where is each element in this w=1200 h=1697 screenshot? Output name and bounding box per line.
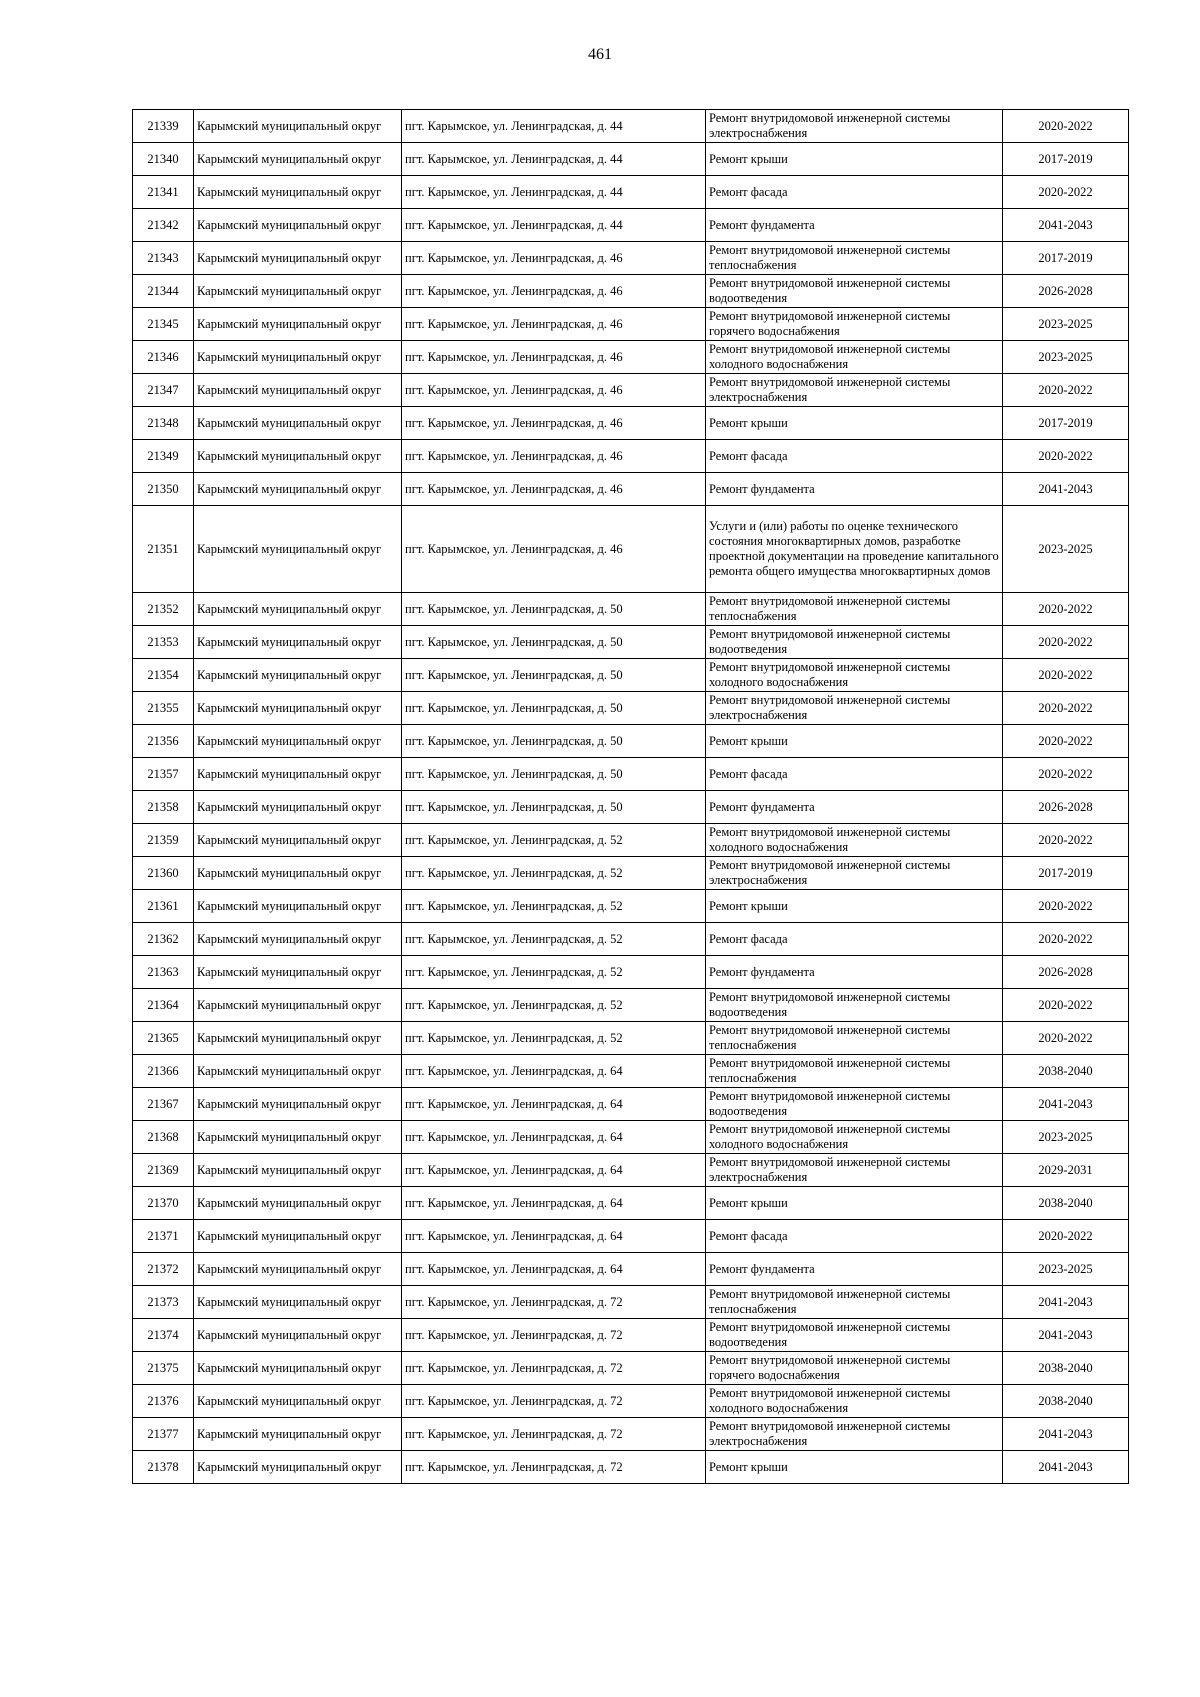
work-type-cell: Ремонт внутридомовой инженерной системы электроснабжения: [706, 1154, 1003, 1187]
period-cell: 2020-2022: [1003, 989, 1129, 1022]
table-row: [133, 956, 1129, 989]
work-type-cell: Ремонт внутридомовой инженерной системы горячего водоснабжения: [706, 1352, 1003, 1385]
address-cell: пгт. Карымское, ул. Ленинградская, д. 46: [402, 506, 706, 593]
work-type-cell: Ремонт внутридомовой инженерной системы горячего водоснабжения: [706, 308, 1003, 341]
period-cell: 2020-2022: [1003, 923, 1129, 956]
address-cell: пгт. Карымское, ул. Ленинградская, д. 50: [402, 659, 706, 692]
district-cell: Карымский муниципальный округ: [194, 824, 402, 857]
district-cell: Карымский муниципальный округ: [194, 758, 402, 791]
period-cell: 2038-2040: [1003, 1385, 1129, 1418]
period-cell: 2020-2022: [1003, 176, 1129, 209]
district-cell: Карымский муниципальный округ: [194, 593, 402, 626]
period-cell: 2023-2025: [1003, 341, 1129, 374]
period-cell: 2041-2043: [1003, 1319, 1129, 1352]
repair-schedule-table: [132, 109, 1129, 1484]
work-type-cell: Ремонт внутридомовой инженерной системы водоотведения: [706, 1088, 1003, 1121]
row-number: 21355: [133, 692, 194, 725]
table-row: [133, 341, 1129, 374]
row-number: 21347: [133, 374, 194, 407]
address-cell: пгт. Карымское, ул. Ленинградская, д. 64: [402, 1088, 706, 1121]
row-number: 21346: [133, 341, 194, 374]
address-cell: пгт. Карымское, ул. Ленинградская, д. 46: [402, 242, 706, 275]
period-cell: 2023-2025: [1003, 506, 1129, 593]
row-number: 21363: [133, 956, 194, 989]
table-row: [133, 473, 1129, 506]
table-row: [133, 374, 1129, 407]
work-type-cell: Ремонт внутридомовой инженерной системы электроснабжения: [706, 374, 1003, 407]
row-number: 21376: [133, 1385, 194, 1418]
district-cell: Карымский муниципальный округ: [194, 1451, 402, 1484]
row-number: 21370: [133, 1187, 194, 1220]
row-number: 21369: [133, 1154, 194, 1187]
table-row: [133, 890, 1129, 923]
district-cell: Карымский муниципальный округ: [194, 791, 402, 824]
period-cell: 2041-2043: [1003, 209, 1129, 242]
work-type-cell: Ремонт внутридомовой инженерной системы электроснабжения: [706, 692, 1003, 725]
table-row: [133, 989, 1129, 1022]
period-cell: 2026-2028: [1003, 956, 1129, 989]
district-cell: Карымский муниципальный округ: [194, 473, 402, 506]
table-row: [133, 308, 1129, 341]
district-cell: Карымский муниципальный округ: [194, 1352, 402, 1385]
row-number: 21373: [133, 1286, 194, 1319]
period-cell: 2020-2022: [1003, 890, 1129, 923]
work-type-cell: Ремонт внутридомовой инженерной системы холодного водоснабжения: [706, 824, 1003, 857]
address-cell: пгт. Карымское, ул. Ленинградская, д. 50: [402, 593, 706, 626]
work-type-cell: Ремонт внутридомовой инженерной системы холодного водоснабжения: [706, 1121, 1003, 1154]
period-cell: 2020-2022: [1003, 1022, 1129, 1055]
address-cell: пгт. Карымское, ул. Ленинградская, д. 52: [402, 923, 706, 956]
address-cell: пгт. Карымское, ул. Ленинградская, д. 72: [402, 1385, 706, 1418]
district-cell: Карымский муниципальный округ: [194, 143, 402, 176]
address-cell: пгт. Карымское, ул. Ленинградская, д. 64: [402, 1253, 706, 1286]
row-number: 21367: [133, 1088, 194, 1121]
period-cell: 2020-2022: [1003, 659, 1129, 692]
work-type-cell: Ремонт внутридомовой инженерной системы водоотведения: [706, 275, 1003, 308]
work-type-cell: Ремонт внутридомовой инженерной системы электроснабжения: [706, 1418, 1003, 1451]
district-cell: Карымский муниципальный округ: [194, 989, 402, 1022]
row-number: 21360: [133, 857, 194, 890]
work-type-cell: Ремонт внутридомовой инженерной системы теплоснабжения: [706, 1022, 1003, 1055]
address-cell: пгт. Карымское, ул. Ленинградская, д. 64: [402, 1220, 706, 1253]
work-type-cell: Услуги и (или) работы по оценке технического состояния многоквартирных домов, разработке проектной документации на проведение капитального ремонта общего имущества многоквартирных домов: [706, 506, 1003, 593]
row-number: 21365: [133, 1022, 194, 1055]
table-row: [133, 1319, 1129, 1352]
work-type-cell: Ремонт фасада: [706, 176, 1003, 209]
row-number: 21374: [133, 1319, 194, 1352]
district-cell: Карымский муниципальный округ: [194, 176, 402, 209]
work-type-cell: Ремонт крыши: [706, 407, 1003, 440]
work-type-cell: Ремонт фундамента: [706, 473, 1003, 506]
work-type-cell: Ремонт крыши: [706, 143, 1003, 176]
district-cell: Карымский муниципальный округ: [194, 857, 402, 890]
table-row: [133, 725, 1129, 758]
table-row: [133, 407, 1129, 440]
row-number: 21356: [133, 725, 194, 758]
district-cell: Карымский муниципальный округ: [194, 1286, 402, 1319]
address-cell: пгт. Карымское, ул. Ленинградская, д. 46: [402, 275, 706, 308]
work-type-cell: Ремонт внутридомовой инженерной системы водоотведения: [706, 1319, 1003, 1352]
address-cell: пгт. Карымское, ул. Ленинградская, д. 50: [402, 626, 706, 659]
table-row: [133, 1154, 1129, 1187]
period-cell: 2020-2022: [1003, 725, 1129, 758]
period-cell: 2017-2019: [1003, 407, 1129, 440]
work-type-cell: Ремонт внутридомовой инженерной системы холодного водоснабжения: [706, 659, 1003, 692]
table-row: [133, 1220, 1129, 1253]
table-row: [133, 506, 1129, 593]
district-cell: Карымский муниципальный округ: [194, 275, 402, 308]
table-row: [133, 758, 1129, 791]
address-cell: пгт. Карымское, ул. Ленинградская, д. 50: [402, 791, 706, 824]
address-cell: пгт. Карымское, ул. Ленинградская, д. 44: [402, 110, 706, 143]
district-cell: Карымский муниципальный округ: [194, 242, 402, 275]
table-row: [133, 110, 1129, 143]
district-cell: Карымский муниципальный округ: [194, 1055, 402, 1088]
table-row: [133, 593, 1129, 626]
work-type-cell: Ремонт внутридомовой инженерной системы холодного водоснабжения: [706, 341, 1003, 374]
table-row: [133, 176, 1129, 209]
row-number: 21371: [133, 1220, 194, 1253]
table-row: [133, 143, 1129, 176]
period-cell: 2020-2022: [1003, 758, 1129, 791]
period-cell: 2041-2043: [1003, 473, 1129, 506]
address-cell: пгт. Карымское, ул. Ленинградская, д. 64: [402, 1121, 706, 1154]
district-cell: Карымский муниципальный округ: [194, 374, 402, 407]
period-cell: 2020-2022: [1003, 110, 1129, 143]
period-cell: 2020-2022: [1003, 626, 1129, 659]
table-row: [133, 626, 1129, 659]
address-cell: пгт. Карымское, ул. Ленинградская, д. 46: [402, 407, 706, 440]
work-type-cell: Ремонт крыши: [706, 1451, 1003, 1484]
row-number: 21351: [133, 506, 194, 593]
row-number: 21352: [133, 593, 194, 626]
work-type-cell: Ремонт внутридомовой инженерной системы водоотведения: [706, 626, 1003, 659]
address-cell: пгт. Карымское, ул. Ленинградская, д. 50: [402, 725, 706, 758]
district-cell: Карымский муниципальный округ: [194, 956, 402, 989]
address-cell: пгт. Карымское, ул. Ленинградская, д. 46: [402, 473, 706, 506]
work-type-cell: Ремонт внутридомовой инженерной системы электроснабжения: [706, 857, 1003, 890]
period-cell: 2041-2043: [1003, 1418, 1129, 1451]
address-cell: пгт. Карымское, ул. Ленинградская, д. 72: [402, 1418, 706, 1451]
row-number: 21349: [133, 440, 194, 473]
period-cell: 2020-2022: [1003, 593, 1129, 626]
work-type-cell: Ремонт крыши: [706, 725, 1003, 758]
address-cell: пгт. Карымское, ул. Ленинградская, д. 46: [402, 308, 706, 341]
address-cell: пгт. Карымское, ул. Ленинградская, д. 46: [402, 341, 706, 374]
table-row: [133, 1286, 1129, 1319]
work-type-cell: Ремонт внутридомовой инженерной системы водоотведения: [706, 989, 1003, 1022]
address-cell: пгт. Карымское, ул. Ленинградская, д. 64: [402, 1154, 706, 1187]
period-cell: 2020-2022: [1003, 440, 1129, 473]
district-cell: Карымский муниципальный округ: [194, 1418, 402, 1451]
address-cell: пгт. Карымское, ул. Ленинградская, д. 72: [402, 1286, 706, 1319]
row-number: 21357: [133, 758, 194, 791]
period-cell: 2023-2025: [1003, 1121, 1129, 1154]
district-cell: Карымский муниципальный округ: [194, 110, 402, 143]
period-cell: 2020-2022: [1003, 1220, 1129, 1253]
district-cell: Карымский муниципальный округ: [194, 1385, 402, 1418]
district-cell: Карымский муниципальный округ: [194, 626, 402, 659]
district-cell: Карымский муниципальный округ: [194, 341, 402, 374]
address-cell: пгт. Карымское, ул. Ленинградская, д. 72: [402, 1319, 706, 1352]
period-cell: 2038-2040: [1003, 1055, 1129, 1088]
district-cell: Карымский муниципальный округ: [194, 440, 402, 473]
work-type-cell: Ремонт внутридомовой инженерной системы холодного водоснабжения: [706, 1385, 1003, 1418]
table-row: [133, 209, 1129, 242]
address-cell: пгт. Карымское, ул. Ленинградская, д. 52: [402, 989, 706, 1022]
period-cell: 2023-2025: [1003, 1253, 1129, 1286]
district-cell: Карымский муниципальный округ: [194, 692, 402, 725]
work-type-cell: Ремонт фасада: [706, 440, 1003, 473]
table-row: [133, 692, 1129, 725]
row-number: 21368: [133, 1121, 194, 1154]
table-row: [133, 659, 1129, 692]
district-cell: Карымский муниципальный округ: [194, 308, 402, 341]
row-number: 21358: [133, 791, 194, 824]
row-number: 21345: [133, 308, 194, 341]
period-cell: 2041-2043: [1003, 1088, 1129, 1121]
district-cell: Карымский муниципальный округ: [194, 407, 402, 440]
row-number: 21342: [133, 209, 194, 242]
table-row: [133, 1121, 1129, 1154]
work-type-cell: Ремонт фундамента: [706, 1253, 1003, 1286]
period-cell: 2020-2022: [1003, 374, 1129, 407]
row-number: 21377: [133, 1418, 194, 1451]
period-cell: 2041-2043: [1003, 1451, 1129, 1484]
table-row: [133, 1022, 1129, 1055]
row-number: 21348: [133, 407, 194, 440]
work-type-cell: Ремонт крыши: [706, 890, 1003, 923]
work-type-cell: Ремонт фундамента: [706, 209, 1003, 242]
work-type-cell: Ремонт внутридомовой инженерной системы электроснабжения: [706, 110, 1003, 143]
row-number: 21344: [133, 275, 194, 308]
address-cell: пгт. Карымское, ул. Ленинградская, д. 50: [402, 692, 706, 725]
work-type-cell: Ремонт внутридомовой инженерной системы теплоснабжения: [706, 593, 1003, 626]
district-cell: Карымский муниципальный округ: [194, 506, 402, 593]
period-cell: 2023-2025: [1003, 308, 1129, 341]
period-cell: 2017-2019: [1003, 143, 1129, 176]
row-number: 21366: [133, 1055, 194, 1088]
table-row: [133, 440, 1129, 473]
table-row: [133, 1253, 1129, 1286]
row-number: 21340: [133, 143, 194, 176]
work-type-cell: Ремонт фасада: [706, 1220, 1003, 1253]
table-row: [133, 1055, 1129, 1088]
table-row: [133, 1418, 1129, 1451]
address-cell: пгт. Карымское, ул. Ленинградская, д. 50: [402, 758, 706, 791]
period-cell: 2038-2040: [1003, 1352, 1129, 1385]
district-cell: Карымский муниципальный округ: [194, 1154, 402, 1187]
row-number: 21343: [133, 242, 194, 275]
address-cell: пгт. Карымское, ул. Ленинградская, д. 44: [402, 176, 706, 209]
address-cell: пгт. Карымское, ул. Ленинградская, д. 44: [402, 143, 706, 176]
table-row: [133, 275, 1129, 308]
row-number: 21372: [133, 1253, 194, 1286]
district-cell: Карымский муниципальный округ: [194, 1187, 402, 1220]
address-cell: пгт. Карымское, ул. Ленинградская, д. 64: [402, 1055, 706, 1088]
table-row: [133, 857, 1129, 890]
district-cell: Карымский муниципальный округ: [194, 209, 402, 242]
table-row: [133, 1088, 1129, 1121]
work-type-cell: Ремонт внутридомовой инженерной системы теплоснабжения: [706, 1286, 1003, 1319]
work-type-cell: Ремонт фасада: [706, 923, 1003, 956]
work-type-cell: Ремонт фундамента: [706, 791, 1003, 824]
row-number: 21353: [133, 626, 194, 659]
address-cell: пгт. Карымское, ул. Ленинградская, д. 46: [402, 440, 706, 473]
row-number: 21350: [133, 473, 194, 506]
district-cell: Карымский муниципальный округ: [194, 659, 402, 692]
row-number: 21361: [133, 890, 194, 923]
work-type-cell: Ремонт фасада: [706, 758, 1003, 791]
district-cell: Карымский муниципальный округ: [194, 1088, 402, 1121]
period-cell: 2026-2028: [1003, 275, 1129, 308]
table-row: [133, 242, 1129, 275]
row-number: 21354: [133, 659, 194, 692]
address-cell: пгт. Карымское, ул. Ленинградская, д. 72: [402, 1451, 706, 1484]
district-cell: Карымский муниципальный округ: [194, 1022, 402, 1055]
period-cell: 2041-2043: [1003, 1286, 1129, 1319]
period-cell: 2026-2028: [1003, 791, 1129, 824]
table-row: [133, 824, 1129, 857]
district-cell: Карымский муниципальный округ: [194, 923, 402, 956]
period-cell: 2017-2019: [1003, 242, 1129, 275]
table-row: [133, 1451, 1129, 1484]
row-number: 21341: [133, 176, 194, 209]
address-cell: пгт. Карымское, ул. Ленинградская, д. 52: [402, 956, 706, 989]
table-row: [133, 923, 1129, 956]
district-cell: Карымский муниципальный округ: [194, 890, 402, 923]
address-cell: пгт. Карымское, ул. Ленинградская, д. 52: [402, 824, 706, 857]
address-cell: пгт. Карымское, ул. Ленинградская, д. 72: [402, 1352, 706, 1385]
district-cell: Карымский муниципальный округ: [194, 1253, 402, 1286]
page-number: 461: [588, 46, 612, 63]
period-cell: 2038-2040: [1003, 1187, 1129, 1220]
address-cell: пгт. Карымское, ул. Ленинградская, д. 52: [402, 1022, 706, 1055]
table-row: [133, 1385, 1129, 1418]
table-row: [133, 791, 1129, 824]
district-cell: Карымский муниципальный округ: [194, 1121, 402, 1154]
address-cell: пгт. Карымское, ул. Ленинградская, д. 52: [402, 857, 706, 890]
district-cell: Карымский муниципальный округ: [194, 1220, 402, 1253]
district-cell: Карымский муниципальный округ: [194, 1319, 402, 1352]
address-cell: пгт. Карымское, ул. Ленинградская, д. 52: [402, 890, 706, 923]
table-row: [133, 1187, 1129, 1220]
row-number: 21359: [133, 824, 194, 857]
work-type-cell: Ремонт крыши: [706, 1187, 1003, 1220]
row-number: 21362: [133, 923, 194, 956]
work-type-cell: Ремонт внутридомовой инженерной системы теплоснабжения: [706, 1055, 1003, 1088]
period-cell: 2020-2022: [1003, 692, 1129, 725]
period-cell: 2020-2022: [1003, 824, 1129, 857]
row-number: 21375: [133, 1352, 194, 1385]
table-row: [133, 1352, 1129, 1385]
row-number: 21378: [133, 1451, 194, 1484]
period-cell: 2017-2019: [1003, 857, 1129, 890]
row-number: 21339: [133, 110, 194, 143]
address-cell: пгт. Карымское, ул. Ленинградская, д. 64: [402, 1187, 706, 1220]
address-cell: пгт. Карымское, ул. Ленинградская, д. 46: [402, 374, 706, 407]
address-cell: пгт. Карымское, ул. Ленинградская, д. 44: [402, 209, 706, 242]
work-type-cell: Ремонт фундамента: [706, 956, 1003, 989]
table-body: [133, 110, 1129, 1484]
district-cell: Карымский муниципальный округ: [194, 725, 402, 758]
row-number: 21364: [133, 989, 194, 1022]
period-cell: 2029-2031: [1003, 1154, 1129, 1187]
work-type-cell: Ремонт внутридомовой инженерной системы теплоснабжения: [706, 242, 1003, 275]
